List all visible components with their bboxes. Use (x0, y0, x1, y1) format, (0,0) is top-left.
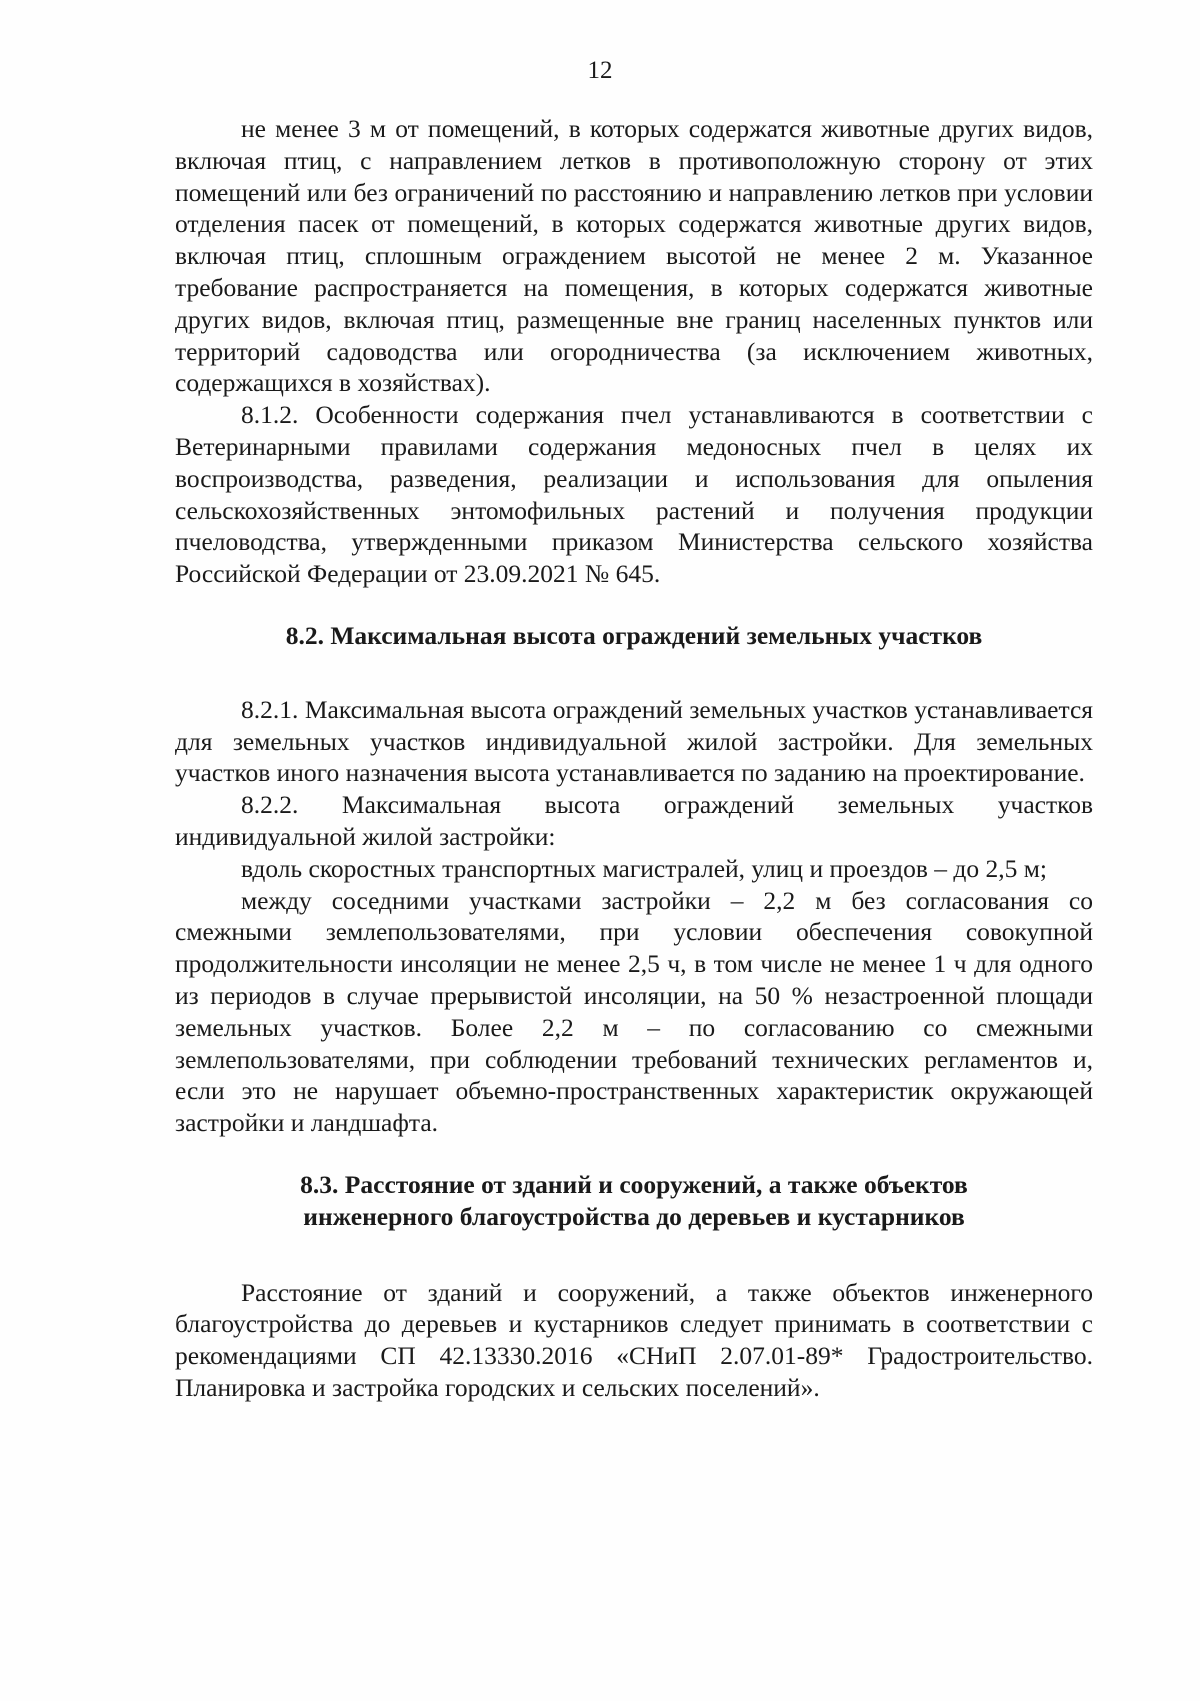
paragraph-8-3-distance: Расстояние от зданий и сооружений, а также объектов инженерного благоустройства до деревьев и кустарников следует принимать в соответствии с рекомендациями СП 42.13330.2016 «СНиП 2.07.01-89* Градостроительство. Планировка и застройка городских и сельских поселений». (175, 1277, 1093, 1402)
document-body (175, 113, 1093, 1404)
page-number: 12 (587, 57, 613, 84)
paragraph-8-1-2: 8.1.2. Особенности содержания пчел устанавливаются в соответствии с Ветеринарными правилами содержания медоносных пчел в целях их воспроизводства, разведения, реализации и использования для опыления сельскохозяйственных энтомофильных растений и получения продукции пчеловодства, утвержденными приказом Министерства сельского хозяйства Российской Федерации от 23.09.2021 № 645. (175, 400, 1093, 589)
section-heading-8-2: 8.2. Максимальная высота ограждений земельных участков (285, 620, 983, 650)
section-heading-8-3 (175, 1169, 1093, 1233)
paragraph-8-2-2: 8.2.2. Максимальная высота ограждений земельных участков индивидуальной жилой застройки: (175, 790, 1093, 851)
paragraph-along-highways: вдоль скоростных транспортных магистралей, улиц и проездов – до 2,5 м; (241, 853, 1048, 883)
paragraph-apiary-distance: не менее 3 м от помещений, в которых содержатся животные других видов, включая птиц, с направлением летков в противоположную сторону от этих помещений или без ограничений по расстоянию и направлению летков при условии отделения пасек от помещений, в которых содержатся животные других видов, включая птиц, сплошным ограждением высотой не менее 2 м. Указанное требование распространяется на помещения, в которых содержатся животные других видов, включая птиц, размещенные вне границ населенных пунктов или территорий садоводства или огородничества (за исключением животных, содержащихся в хозяйствах). (175, 114, 1093, 398)
section-heading-8-3-line1: 8.3. Расстояние от зданий и сооружений, а также объектов (300, 1169, 968, 1199)
section-heading-8-3-line2: инженерного благоустройства до деревьев и кустарников (303, 1201, 965, 1231)
paragraph-between-plots: между соседними участками застройки – 2,2 м без согласования со смежными землепользователями, при условии обеспечения совокупной продолжительности инсоляции не менее 2,5 ч, в том числе не менее 1 ч для одного из периодов в случае прерывистой инсоляции, на 50 % незастроенной площади земельных участков. Более 2,2 м – по согласованию со смежными землепользователями, при соблюдении требований технических регламентов и, если это не нарушает объемно-пространственных характеристик окружающей застройки и ландшафта. (175, 885, 1093, 1138)
paragraph-8-2-1: 8.2.1. Максимальная высота ограждений земельных участков устанавливается для земельных участков индивидуальной жилой застройки. Для земельных участков иного назначения высота устанавливается по заданию на проектирование. (175, 694, 1093, 788)
